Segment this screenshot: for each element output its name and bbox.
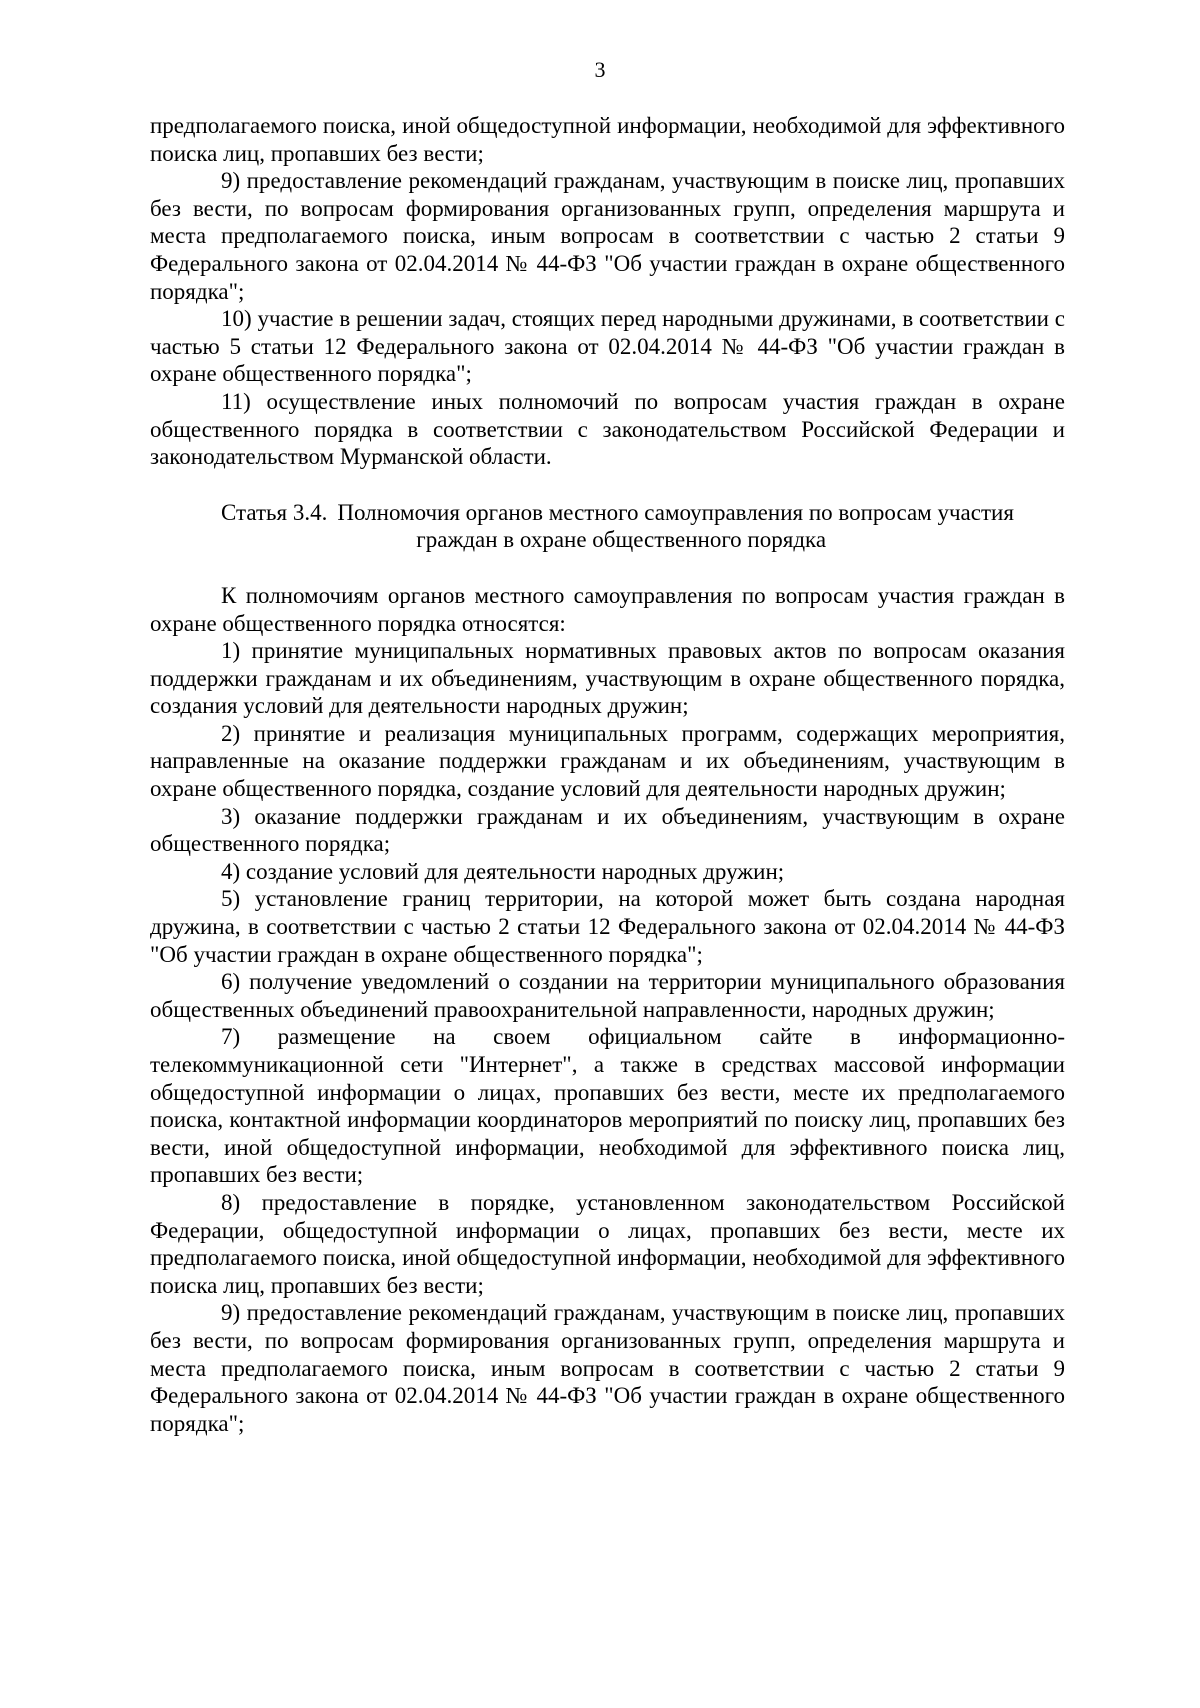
article-title	[337, 499, 1065, 554]
document-body	[150, 112, 1065, 1437]
paragraph-continuation: предполагаемого поиска, иной общедоступной информации, необходимой для эффективного поиска лиц, пропавших без вести;	[150, 113, 1065, 166]
paragraph-list-item: 7) размещение на своем официальном сайте в информационно-телекоммуникационной сети "Интернет", а также в средствах массовой информации общедоступной информации о лицах, пропавших без вести, месте их предполагаемого поиска, контактной информации координаторов мероприятий по поиску лиц, пропавших без вести, иной общедоступной информации, необходимой для эффективного поиска лиц, пропавших без вести;	[150, 1024, 1065, 1188]
page-number: 3	[594, 57, 606, 82]
paragraph-list-item: 2) принятие и реализация муниципальных программ, содержащих мероприятия, направленные на оказание поддержки гражданам и их объединениям, участвующим в охране общественного порядка, создание условий для деятельности народных дружин;	[150, 720, 1065, 802]
paragraph-list-item: 5) установление границ территории, на которой может быть создана народная дружина, в соответствии с частью 2 статьи 12 Федерального закона от 02.04.2014 № 44-ФЗ "Об участии граждан в охране общественного порядка";	[150, 886, 1065, 967]
article-heading	[150, 499, 1065, 554]
paragraph-list-item: 3) оказание поддержки гражданам и их объединениям, участвующим в охране общественного порядка;	[150, 803, 1065, 857]
paragraph-list-item: 6) получение уведомлений о создании на территории муниципального образования общественных объединений правоохранительной направленности, народных дружин;	[150, 969, 1065, 1022]
paragraph-intro: К полномочиям органов местного самоуправления по вопросам участия граждан в охране общественного порядка относятся:	[150, 582, 1065, 636]
paragraph-item-10: 10) участие в решении задач, стоящих перед народными дружинами, в соответствии с частью 5 статьи 12 Федерального закона от 02.04.2014 № 44-ФЗ "Об участии граждан в охране общественного порядка";	[150, 306, 1065, 387]
article-title-line-1: Полномочия органов местного самоуправления по вопросам участия	[337, 499, 1014, 525]
paragraph-item-11: 11) осуществление иных полномочий по вопросам участия граждан в охране общественного порядка в соответствии с законодательством Российской Федерации и законодательством Мурманской области.	[150, 388, 1065, 470]
paragraph-list-item: 9) предоставление рекомендаций гражданам, участвующим в поиске лиц, пропавших без вести, по вопросам формирования организованных групп, определения маршрута и места предполагаемого поиска, иным вопросам в соответствии с частью 2 статьи 9 Федерального закона от 02.04.2014 № 44-ФЗ "Об участии граждан в охране общественного порядка";	[150, 1300, 1065, 1436]
article-title-line-2: граждан в охране общественного порядка	[416, 527, 827, 553]
paragraph-list-item: 4) создание условий для деятельности народных дружин;	[221, 858, 785, 884]
article-number: Статья 3.4.	[221, 499, 328, 525]
paragraph-item-9: 9) предоставление рекомендаций гражданам, участвующим в поиске лиц, пропавших без вести, по вопросам формирования организованных групп, определения маршрута и места предполагаемого поиска, иным вопросам в соответствии с частью 2 статьи 9 Федерального закона от 02.04.2014 № 44-ФЗ "Об участии граждан в охране общественного порядка";	[150, 168, 1065, 304]
paragraph-list-item: 8) предоставление в порядке, установленном законодательством Российской Федерации, общедоступной информации о лицах, пропавших без вести, месте их предполагаемого поиска, иной общедоступной информации, необходимой для эффективного поиска лиц, пропавших без вести;	[150, 1189, 1065, 1298]
paragraph-list-item: 1) принятие муниципальных нормативных правовых актов по вопросам оказания поддержки гражданам и их объединениям, участвующим в охране общественного порядка, создания условий для деятельности народных дружин;	[150, 638, 1065, 719]
